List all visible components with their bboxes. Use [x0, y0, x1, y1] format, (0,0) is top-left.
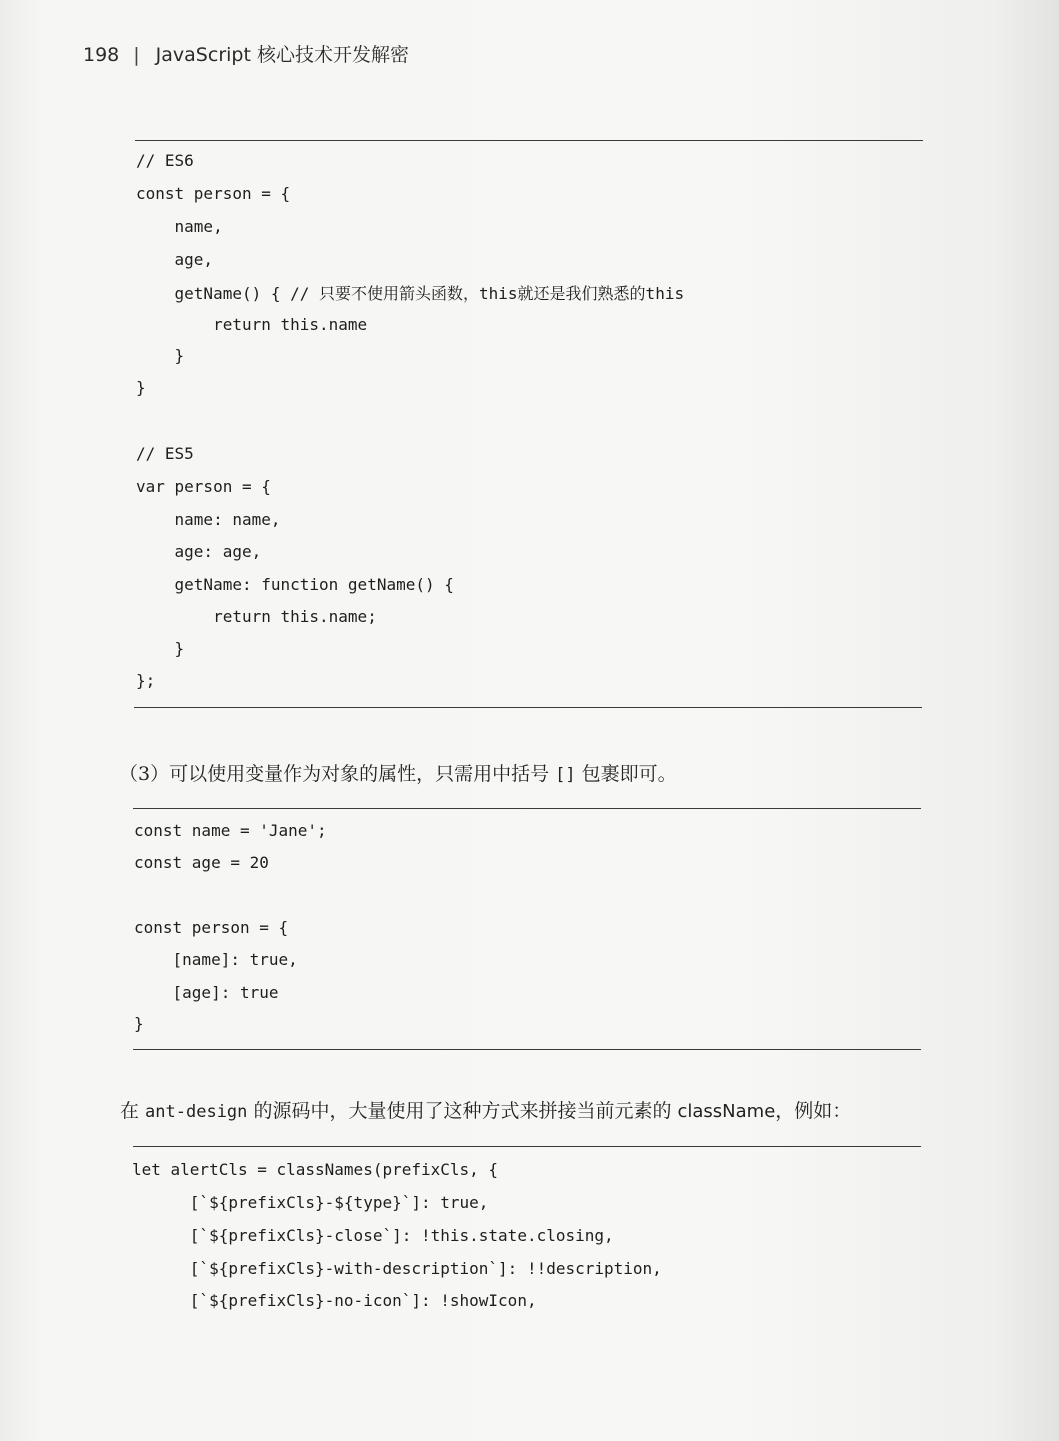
code-line: }	[136, 639, 185, 658]
code-line: return this.name;	[136, 607, 377, 626]
code-line: [`${prefixCls}-no-icon`]: !showIcon,	[132, 1291, 537, 1310]
code-line: [name]: true,	[134, 950, 298, 969]
code-line: const person = {	[136, 184, 291, 203]
code-line: };	[136, 671, 156, 690]
header-separator: |	[133, 44, 140, 66]
page-header	[83, 40, 409, 67]
para-text: 的源码中，大量使用了这种方式来拼接当前元素的	[247, 1100, 678, 1122]
code-line: }	[134, 1014, 144, 1033]
para-text: 在	[120, 1100, 146, 1122]
code-line: age,	[136, 250, 214, 269]
code-line: [`${prefixCls}-close`]: !this.state.closing,	[132, 1226, 614, 1245]
code-line: var person = {	[136, 477, 271, 496]
code-line: // ES6	[136, 151, 194, 170]
paragraph-object-computed-property	[119, 759, 677, 786]
classname-term: className	[677, 1101, 776, 1122]
code-block-1-top-rule	[135, 140, 923, 141]
code-line: return this.name	[136, 315, 368, 334]
code-block-3	[132, 1159, 922, 1319]
code-line: name: name,	[136, 510, 281, 529]
code-block-2-bottom-rule	[133, 1049, 921, 1050]
code-line: const name = 'Jane';	[134, 821, 327, 840]
code-line: }	[136, 378, 146, 397]
inline-code: ant-design	[145, 1102, 248, 1122]
code-line: getName: function getName() {	[136, 575, 454, 594]
paragraph-ant-design	[120, 1096, 851, 1123]
inline-code: []	[555, 765, 576, 785]
code-block-2	[134, 820, 924, 1045]
para-text: （3）可以使用变量作为对象的属性，只需用中括号	[119, 763, 556, 785]
book-title: JavaScript 核心技术开发解密	[155, 44, 409, 66]
code-line: [`${prefixCls}-with-description`]: !!description,	[132, 1259, 662, 1278]
code-line: [age]: true	[134, 983, 279, 1002]
code-line: age: age,	[136, 542, 262, 561]
page-number: 198	[83, 44, 120, 66]
code-line: // ES5	[136, 444, 194, 463]
code-block-1-bottom-rule	[134, 707, 922, 708]
para-text: ，例如：	[775, 1100, 852, 1122]
code-line: let alertCls = classNames(prefixCls, {	[132, 1160, 499, 1179]
code-line: const age = 20	[134, 853, 269, 872]
code-line: }	[136, 346, 185, 365]
code-block-2-top-rule	[133, 808, 921, 809]
code-line: name,	[136, 217, 223, 236]
code-block-3-top-rule	[133, 1146, 921, 1147]
code-block-1	[136, 150, 926, 700]
code-line: [`${prefixCls}-${type}`]: true,	[132, 1193, 489, 1212]
para-text: 包裹即可。	[575, 763, 677, 785]
code-line: getName() { // 只要不使用箭头函数，this就还是我们熟悉的this	[136, 284, 685, 303]
code-line: const person = {	[134, 918, 289, 937]
